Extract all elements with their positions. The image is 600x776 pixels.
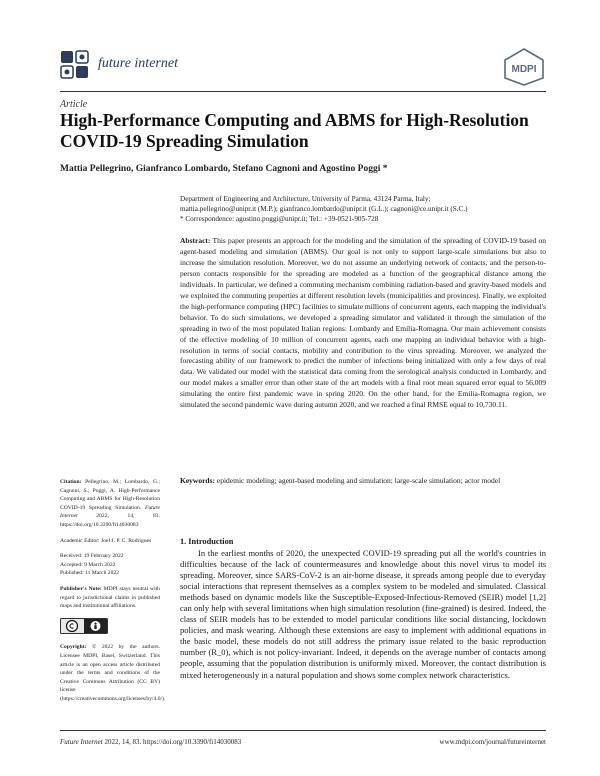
footer-citation	[60, 738, 241, 746]
footer-divider	[60, 730, 546, 731]
cc-by-license-icon[interactable]	[60, 618, 108, 634]
affiliation-department: Department of Engineering and Architecture, University of Parma, 43124 Parma, Italy;	[180, 195, 431, 203]
section-heading: 1. Introduction	[180, 537, 234, 546]
accepted-date: Accepted: 9 March 2022	[60, 561, 116, 568]
published-date: Published: 11 March 2022	[60, 570, 119, 577]
affiliation-emails: mattia.pellegrino@unipr.it (M.P.); gianfranco.lombardo@unipr.it (G.L.); cagnoni@ce.unipr.it (S.C.)	[180, 204, 468, 213]
citation-doi-link[interactable]: https://doi.org/10.3390/fi14030083	[60, 521, 139, 528]
introduction-paragraph: In the earliest months of 2020, the unexpected COVID-19 spreading put all the world's countries in difficulties because of the lack of countermeasures and knowledge about this novel virus to model its spreading. Moreover, since SARS-CoV-2 is an air-borne disease, it spreads among people due to everyday social interactions that represent themselves as a complex system to be modeled and simulated. Classical methods based on dynamic models like the Susceptible-Exposed-Infectious-Removed (SEIR) model [1,2] can only help with several limitations when high simulation resolution (fine-grained) is desired. Indeed, the class of SEIR models has to be extended to model particular conditions like social distancing, lockdown policies, and mask wearing. Although these extensions are easy to implement with additional equations in the basic model, these models do not still address the primary issue related to the basic reproduction number (R_0), which is not policy-invariant. Indeed, it depends on the average number of contacts among people, assuming that the population distribution is uniformly mixed. Moreover, the contact distribution is mixed heterogeneously in a natural population and shows some complex network characteristics.	[180, 548, 546, 680]
footer-journal-url[interactable]: www.mdpi.com/journal/futureinternet	[439, 738, 546, 746]
footer-citation-text[interactable]: 2022, 14, 83. https://doi.org/10.3390/fi14030083	[104, 738, 242, 746]
mdpi-logo-icon	[502, 48, 546, 86]
received-date: Received: 19 February 2022	[60, 553, 124, 560]
affiliation-block	[180, 195, 550, 224]
article-info-sidebar	[60, 478, 166, 710]
citation-journal: Future Internet	[60, 504, 160, 520]
publisher-note	[60, 585, 160, 611]
publisher-note-text: MDPI stays neutral with regard to jurisdictional claims in published maps and institutional affiliations.	[60, 585, 160, 610]
footer-journal: Future Internet	[60, 738, 103, 746]
keywords-label: Keywords:	[180, 476, 215, 485]
abstract-text: This paper presents an approach for the modeling and the simulation of the spreading of COVID-19 based on agent-based modeling and simulation (ABMS). Our goal is not only to support large-scale simulations but also to increase the simulation resolution. Moreover, we do not assume an underlying network of contacts, and the person-to-person contacts responsible for the spreading are modeled as a function of the geographical distance among the individuals. In particular, we defined a commuting mechanism combining radiation-based and gravity-based models and we exploited the commuting properties at different resolution levels (municipalities and provinces). Finally, we exploited the high-performance computing (HPC) facilities to simulate millions of concurrent agents, each mapping the individual's behavior. To do such simulations, we developed a spreading simulator and validated it through the simulation of the spreading in two of the most populated Italian regions: Lombardy and Emilia-Romagna. Our main achievement consists of the effective modeling of 10 million of concurrent agents, each one mapping an individual behavior with a high-resolution in terms of social contacts, mobility and contribution to the virus spreading. Moreover, we analyzed the forecasting ability of our framework to predict the number of infections being initialized with only a few days of real data. We validated our model with the statistical data coming from the serological analysis conducted in Lombardy, and our model makes a smaller error than other state of the art models with a final root mean squared error equal to 56,009 simulating the entire first pandemic wave in spring 2020. On the other hand, for the Emilia-Romagna region, we simulated the second pandemic wave during autumn 2020, and we reached a final RMSE equal to 10,730.11.	[180, 236, 546, 410]
publisher-note-label: Publisher's Note:	[60, 585, 102, 592]
citation-block	[60, 478, 160, 530]
academic-editor: Academic Editor: Joel J. P. C. Rodrigues	[60, 537, 152, 544]
keywords-text: epidemic modeling; agent-based modeling and simulation; large-scale simulation; actor model	[216, 476, 501, 485]
dates-block	[60, 552, 160, 578]
correspondence-line: * Correspondence: agostino.poggi@unipr.it; Tel.: +39-0521-905-728	[180, 214, 379, 223]
citation-text: Pellegrino, M.; Lombardo, G.; Cagnoni, S.; Poggi, A. High-Performance Computing and ABMS for High-Resolution COVID-19 Spreading Simulation.	[60, 479, 160, 511]
journal-logo-icon	[60, 50, 90, 80]
citation-label: Citation:	[60, 479, 82, 485]
copyright-block	[60, 643, 166, 703]
copyright-text: © 2022 by the authors. Licensee MDPI, Basel, Switzerland. This article is an open access article distributed under the terms and conditions of the Creative Commons Attribution (CC BY) license (https://creativecommons.org/licenses/by/4.0/).	[60, 644, 166, 702]
copyright-label: Copyright:	[60, 644, 87, 651]
header-divider	[60, 91, 546, 92]
abstract	[180, 236, 546, 411]
journal-name: future internet	[98, 56, 178, 71]
author-list: Mattia Pellegrino, Gianfranco Lombardo, Stefano Cagnoni and Agostino Poggi *	[60, 164, 388, 174]
keywords	[180, 476, 546, 487]
citation-volume: 2022, 14, 83.	[96, 513, 160, 520]
abstract-label: Abstract:	[180, 236, 211, 245]
publisher-name: MDPI	[511, 64, 537, 75]
article-type: Article	[60, 99, 88, 110]
paper-title: High-Performance Computing and ABMS for High-Resolution COVID-19 Spreading Simulation	[60, 110, 529, 151]
